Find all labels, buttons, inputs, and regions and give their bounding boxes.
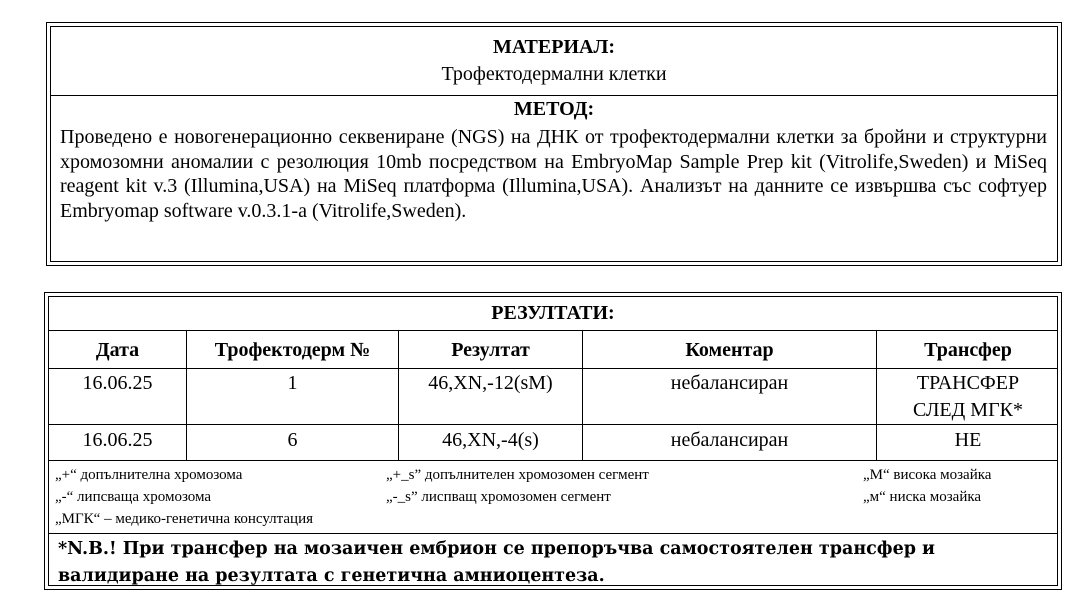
row2-comment: небалансиран [670,429,789,451]
method-title: МЕТОД: [513,98,595,120]
section-divider [51,95,1057,96]
column-header-trophectoderm: Трофектодерм № [214,339,371,361]
legend-mgk: „МГК“ – медико-генетична консултация [55,511,314,527]
results-box [44,292,1062,590]
material-value: Трофектодермални клетки [441,63,667,85]
row2-number: 6 [287,429,298,451]
table-rule [49,533,1057,534]
transfer-note-line1: *N.B.! При трансфер на мозаичен ембрион се препоръчва самостоятелен трансфер и [58,539,936,559]
table-rule [49,330,1057,331]
row1-comment: небалансиран [670,372,789,394]
legend-low-mosaic: „м“ ниска мозайка [863,489,982,505]
table-rule [49,424,1057,425]
legend-high-mosaic: „M“ висока мозайка [863,467,992,483]
column-header-comment: Коментар [685,339,774,361]
row1-transfer-line1: ТРАНСФЕР [916,372,1020,394]
legend-minus: „-“ липсваща хромозома [55,489,212,505]
row2-result: 46,XN,-4(s) [442,429,539,451]
transfer-note [58,536,935,590]
table-rule [49,368,1057,369]
legend-minus-s: „-_s” лиспващ хромозомен сегмент [386,489,611,505]
row1-number: 1 [287,372,298,394]
row1-date: 16.06.25 [82,372,153,394]
transfer-note-line2: валидиране на резултата с генетична амниоцентеза. [58,566,605,586]
column-header-transfer: Трансфер [924,339,1012,361]
column-header-date: Дата [95,339,140,361]
method-description: Проведено е новогенерационно секвениране (NGS) на ДНК от трофектодермални клетки за бройни и структурни хромозомни аномалии с резолюция 10mb посредством на EmbryoMap Sample Prep kit (Vitrolife,Sweden) и MiSeq reagent kit v.3 (Illumina,USA) на MiSeq платформа (Illumina,USA). Анализът на данните се извършва със софтуер Embryomap software v.0.3.1-a (Vitrolife,Sweden). [60,126,1047,222]
row2-transfer: НЕ [954,429,982,451]
results-title: РЕЗУЛТАТИ: [491,302,615,324]
material-method-box [46,22,1062,266]
column-header-result: Резултат [451,339,530,361]
legend-plus: „+“ допълнителна хромозома [55,467,243,483]
material-title: МАТЕРИАЛ: [492,36,616,58]
legend-plus-s: „+_s” допълнителен хромозомен сегмент [386,467,649,483]
row2-date: 16.06.25 [82,429,153,451]
row1-result: 46,XN,-12(sM) [428,372,553,394]
row1-transfer-line2: СЛЕД МГК* [913,399,1023,421]
table-rule [49,460,1057,461]
